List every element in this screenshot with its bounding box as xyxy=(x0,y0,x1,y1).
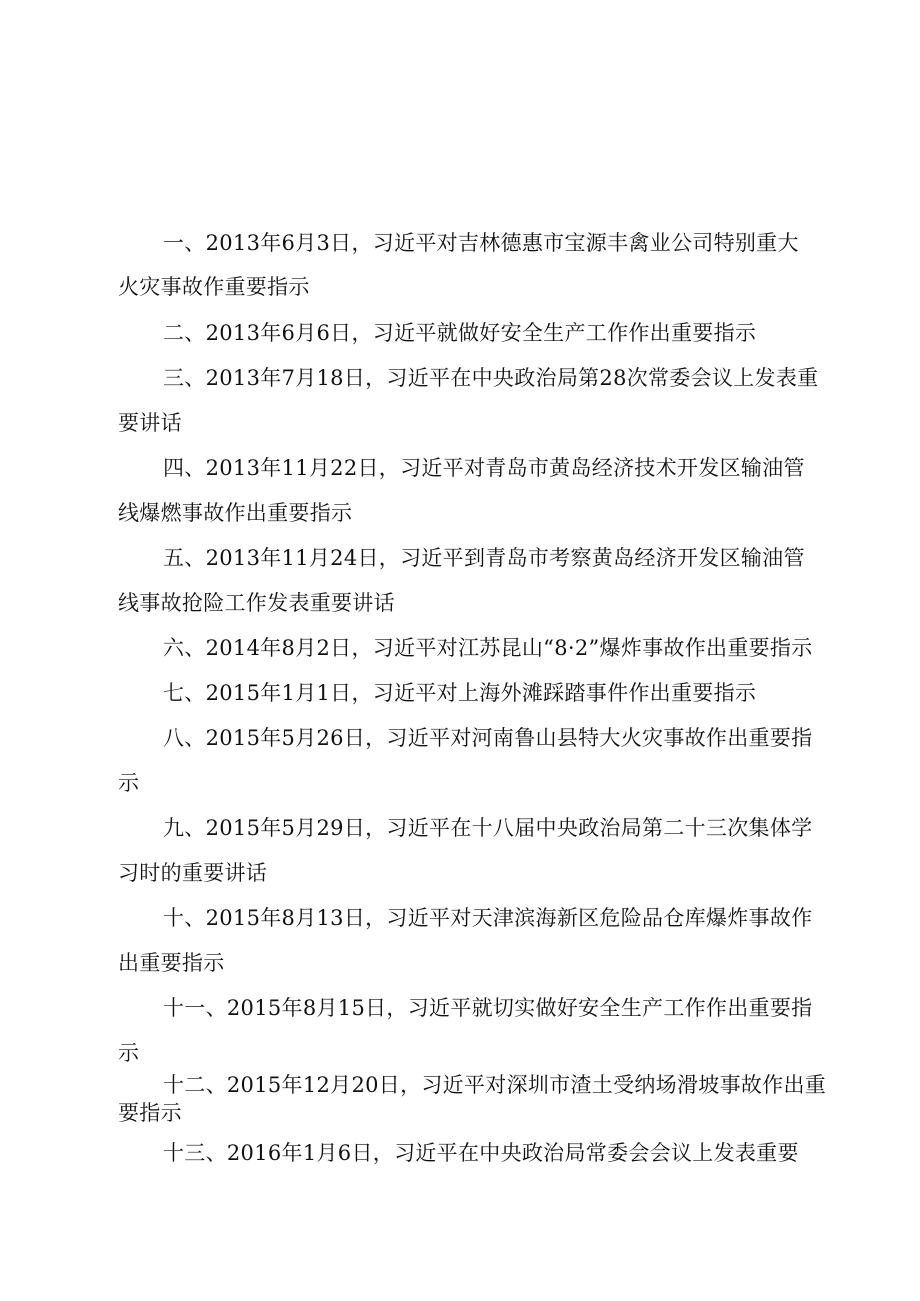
item-9-line-2: 习时的重要讲话 xyxy=(118,861,268,885)
item-8-line-1: 八、2015年5月26日，习近平对河南鲁山县特大火灾事故作出重要指 xyxy=(163,726,813,750)
item-5-line-2: 线事故抢险工作发表重要讲话 xyxy=(118,591,395,615)
item-4-line-1: 四、2013年11月22日，习近平对青岛市黄岛经济技术开发区输油管 xyxy=(163,456,805,480)
item-10-line-1: 十、2015年8月13日，习近平对天津滨海新区危险品仓库爆炸事故作 xyxy=(163,906,813,930)
item-11-line-1: 十一、2015年8月15日，习近平就切实做好安全生产工作作出重要指 xyxy=(163,996,813,1020)
item-2-line-1: 二、2013年6月6日，习近平就做好安全生产工作作出重要指示 xyxy=(163,321,757,345)
item-4-line-2: 线爆燃事故作出重要指示 xyxy=(118,501,353,525)
item-8-line-2: 示 xyxy=(118,771,140,795)
item-1-line-2: 火灾事故作重要指示 xyxy=(118,275,310,299)
item-1-line-1: 一、2013年6月3日，习近平对吉林德惠市宝源丰禽业公司特别重大 xyxy=(163,231,799,255)
item-5-line-1: 五、2013年11月24日，习近平到青岛市考察黄岛经济开发区输油管 xyxy=(163,546,805,570)
item-13-line-1: 十三、2016年1月6日，习近平在中央政治局常委会会议上发表重要 xyxy=(163,1141,799,1165)
item-3-line-1: 三、2013年7月18日，习近平在中央政治局第28次常委会议上发表重 xyxy=(163,366,819,390)
item-3-line-2: 要讲话 xyxy=(118,411,182,435)
item-6-line-1: 六、2014年8月2日，习近平对江苏昆山“8·2”爆炸事故作出重要指示 xyxy=(163,636,813,660)
item-10-line-2: 出重要指示 xyxy=(118,951,225,975)
item-7-line-1: 七、2015年1月1日，习近平对上海外滩踩踏事件作出重要指示 xyxy=(163,681,757,705)
item-12-line-2: 要指示 xyxy=(118,1101,182,1125)
item-9-line-1: 九、2015年5月29日，习近平在十八届中央政治局第二十三次集体学 xyxy=(163,816,813,840)
item-11-line-2: 示 xyxy=(118,1041,140,1065)
item-12-line-1: 十二、2015年12月20日，习近平对深圳市渣土受纳场滑坡事故作出重 xyxy=(163,1073,827,1097)
